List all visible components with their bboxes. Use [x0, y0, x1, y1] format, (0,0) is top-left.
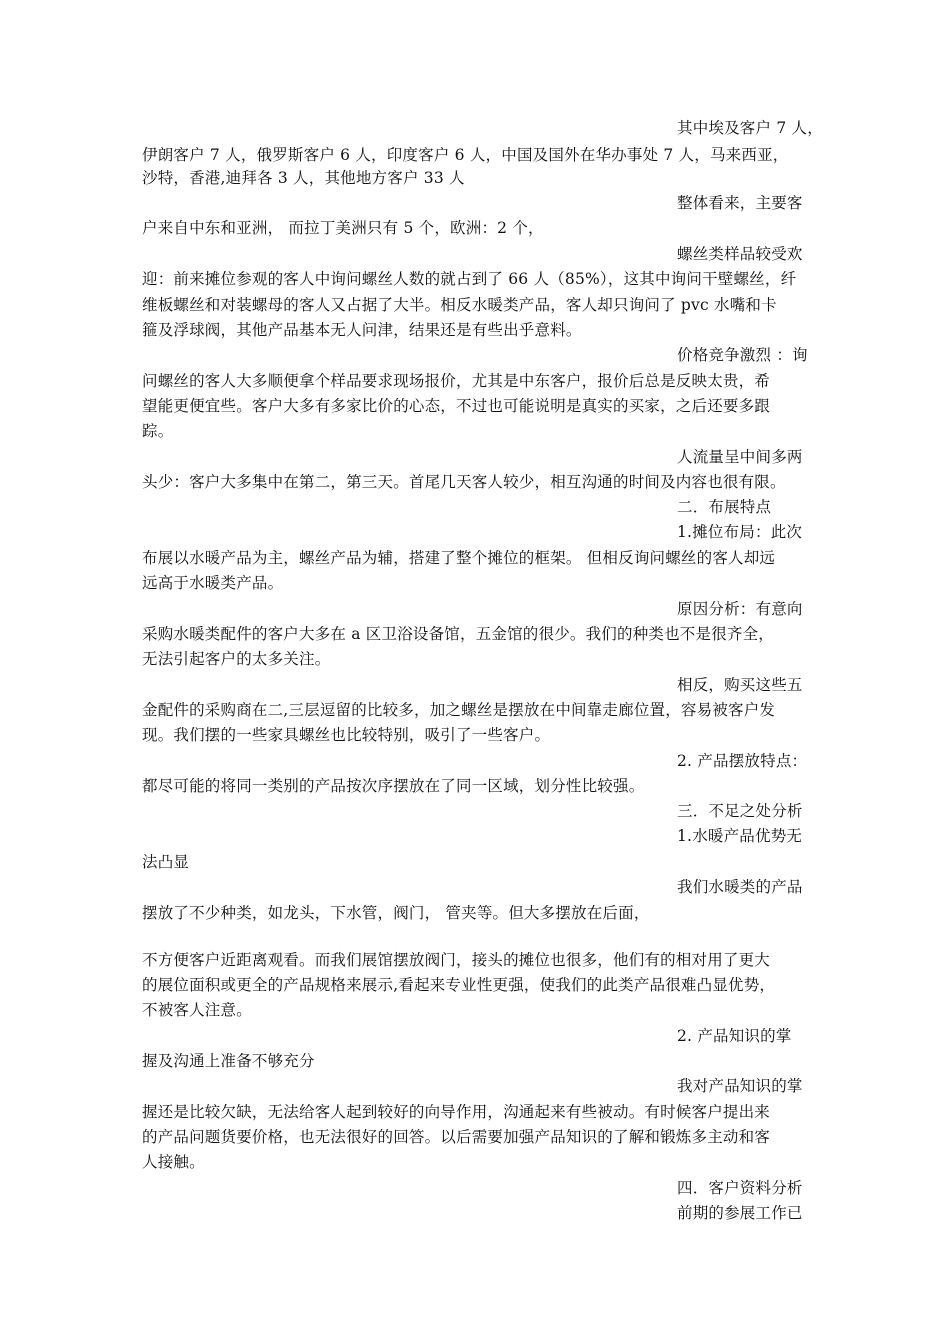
text-line: 现。我们摆的一些家具螺丝也比较特别，吸引了一些客户。 — [142, 726, 551, 744]
text-line: 法凸显 — [142, 853, 190, 871]
text-line: 头少：客户大多集中在第二，第三天。首尾几天客人较少，相互沟通的时间及内容也很有限。 — [142, 473, 786, 491]
text-line: 三．不足之处分析 — [677, 802, 803, 820]
text-line: 人流量呈中间多两 — [677, 448, 803, 466]
text-line: 布展以水暖产品为主，螺丝产品为辅，搭建了整个摊位的框架。 但相反询问螺丝的客人却远 — [142, 549, 776, 567]
text-line: 不方便客户近距离观看。而我们展馆摆放阀门，接头的摊位也很多，他们有的相对用了更大 — [142, 951, 771, 969]
text-line: 螺丝类样品较受欢 — [677, 245, 803, 263]
text-line: 金配件的采购商在二,三层逗留的比较多，加之螺丝是摆放在中间靠走廊位置，容易被客户发 — [142, 701, 776, 719]
text-line: 二．布展特点 — [677, 498, 772, 516]
text-line: 握还是比较欠缺，无法给客人起到较好的向导作用，沟通起来有些被动。有时候客户提出来 — [142, 1103, 771, 1121]
text-line: 望能更便宜些。客户大多有多家比价的心态，不过也可能说明是真实的买家，之后还要多跟 — [142, 397, 771, 415]
text-line: 都尽可能的将同一类别的产品按次序摆放在了同一区域，划分性比较强。 — [142, 777, 645, 795]
text-line: 摆放了不少种类，如龙头，下水管，阀门， 管夹等。但大多摆放在后面， — [142, 904, 650, 922]
text-line: 采购水暖类配件的客户大多在 a 区卫浴设备馆，五金馆的很少。我们的种类也不是很齐全， — [142, 625, 774, 643]
text-line: 原因分析：有意向 — [677, 600, 803, 618]
text-line: 2. 产品摆放特点： — [677, 752, 808, 770]
text-line: 箍及浮球阀，其他产品基本无人问津，结果还是有些出乎意料。 — [142, 321, 582, 339]
text-line: 的展位面积或更全的产品规格来展示,看起来专业性更强，使我们的此类产品很难凸显优势， — [142, 976, 776, 994]
text-line: 其中埃及客户 7 人， — [677, 119, 823, 137]
text-line: 远高于水暖类产品。 — [142, 574, 284, 592]
text-line: 相反，购买这些五 — [677, 676, 803, 694]
text-line: 踪。 — [142, 422, 174, 440]
text-line: 四．客户资料分析 — [677, 1179, 803, 1197]
text-line: 维板螺丝和对装螺母的客人又占据了大半。相反水暖类产品，客人却只询问了 pvc 水嘴和卡 — [142, 296, 777, 314]
text-line: 前期的参展工作已 — [677, 1204, 803, 1222]
text-line: 不被客人注意。 — [142, 1001, 252, 1019]
text-line: 问螺丝的客人大多顺便拿个样品要求现场报价，尤其是中东客户，报价后总是反映太贵，希 — [142, 372, 771, 390]
text-line: 1.水暖产品优势无 — [677, 827, 803, 845]
text-line: 整体看来，主要客 — [677, 194, 803, 212]
text-line: 伊朗客户 7 人，俄罗斯客户 6 人，印度客户 6 人，中国及国外在华办事处 7 人，马来西亚， — [142, 146, 789, 164]
text-line: 户来自中东和亚洲， 而拉丁美洲只有 5 个，欧洲：2 个， — [142, 219, 544, 237]
text-line: 的产品问题货要价格，也无法很好的回答。以后需要加强产品知识的了解和锻炼多主动和客 — [142, 1128, 771, 1146]
text-line: 无法引起客户的太多关注。 — [142, 650, 331, 668]
text-line: 迎：前来摊位参观的客人中询问螺丝人数的就占到了 66 人（85%），这其中询问干壁螺丝，纤 — [142, 270, 797, 288]
text-line: 1.摊位布局：此次 — [677, 523, 803, 541]
text-line: 我对产品知识的掌 — [677, 1077, 803, 1095]
text-line: 2. 产品知识的掌 — [677, 1027, 792, 1045]
text-line: 我们水暖类的产品 — [677, 878, 803, 896]
text-line: 人接触。 — [142, 1153, 205, 1171]
text-line: 握及沟通上准备不够充分 — [142, 1052, 315, 1070]
text-line: 沙特，香港,迪拜各 3 人，其他地方客户 33 人 — [142, 169, 465, 187]
text-line: 价格竞争激烈 ：询 — [677, 346, 808, 364]
